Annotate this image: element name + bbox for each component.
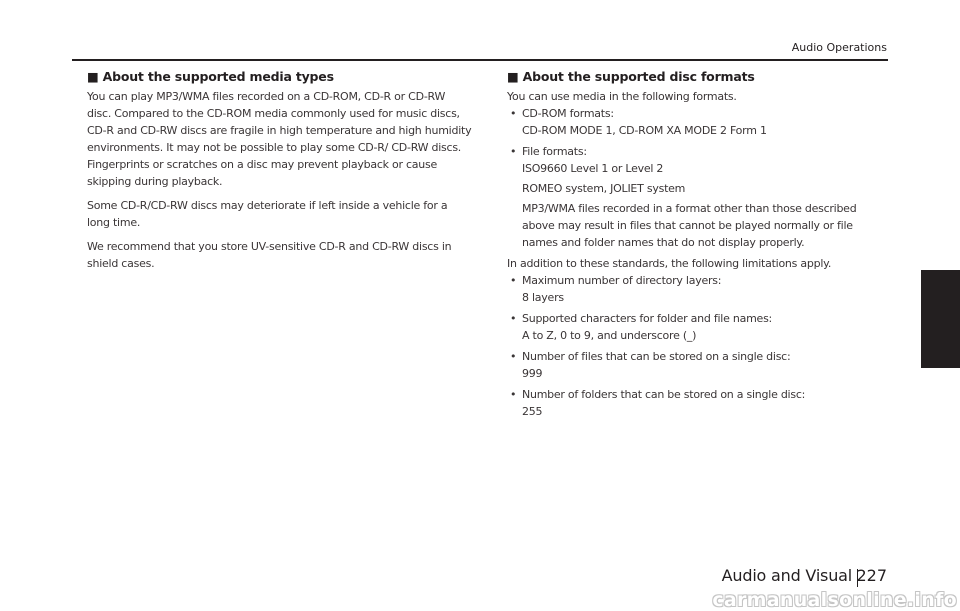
list-item-detail: CD-ROM MODE 1, CD-ROM XA MODE 2 Form 1 [522, 124, 767, 137]
bullet-icon: • [510, 312, 517, 325]
bullet-icon: • [510, 107, 517, 120]
footer-section-title: Audio and Visual [721, 566, 852, 585]
bullet-icon: • [510, 350, 517, 363]
list-item-label: CD-ROM formats: [522, 107, 614, 120]
list-item [507, 386, 887, 420]
list-item-detail: MP3/WMA files recorded in a format other than those described above may result in files that cannot be played normally or file names and folder names that do not display properly. [522, 202, 857, 249]
list-item [507, 143, 887, 251]
bullet-icon: • [510, 274, 517, 287]
disc-formats-heading [507, 66, 887, 88]
list-item [507, 348, 887, 382]
bullet-icon: • [510, 388, 517, 401]
list-item-label: File formats: [522, 145, 587, 158]
list-item [507, 105, 887, 139]
limitations-intro: In addition to these standards, the following limitations apply. [507, 257, 832, 270]
list-item [507, 272, 887, 306]
list-item-value: A to Z, 0 to 9, and underscore (_) [522, 329, 697, 342]
list-item-label: Maximum number of directory layers: [522, 274, 722, 287]
list-item-value: 8 layers [522, 291, 564, 304]
media-paragraph: We recommend that you store UV-sensitive CD-R and CD-RW discs in shield cases. [87, 240, 452, 270]
media-paragraph: You can play MP3/WMA files recorded on a CD-ROM, CD-R or CD-RW disc. Compared to the CD-ROM media commonly used for music discs, CD-R and CD-RW discs are fragile in high temperature and high humidity environments. It may not be possible to play some CD-R/ CD-RW discs. Fingerprints or scratches on a disc may prevent playback or cause skipping during playback. [87, 90, 472, 188]
chapter-side-tab [921, 270, 960, 368]
media-paragraph: Some CD-R/CD-RW discs may deteriorate if left inside a vehicle for a long time. [87, 199, 448, 229]
list-item-value: 999 [522, 367, 543, 380]
watermark: carmanualsonline.info [712, 589, 957, 611]
left-column [87, 66, 472, 279]
running-header: Audio Operations [791, 41, 887, 54]
header-rule [72, 59, 888, 61]
list-item-detail: ROMEO system, JOLIET system [522, 182, 686, 195]
media-types-heading [87, 66, 472, 88]
list-item-detail: ISO9660 Level 1 or Level 2 [522, 162, 664, 175]
right-column [507, 66, 887, 424]
list-item-label: Number of files that can be stored on a single disc: [522, 350, 791, 363]
list-item [507, 310, 887, 344]
heading-square-icon: ■ [507, 69, 519, 84]
list-item-label: Supported characters for folder and file names: [522, 312, 773, 325]
page-number: 227 [856, 566, 887, 585]
media-types-heading-text: About the supported media types [102, 69, 334, 84]
disc-formats-heading-text: About the supported disc formats [522, 69, 755, 84]
formats-intro: You can use media in the following formats. [507, 90, 737, 103]
list-item-label: Number of folders that can be stored on a single disc: [522, 388, 806, 401]
bullet-icon: • [510, 145, 517, 158]
heading-square-icon: ■ [87, 69, 99, 84]
list-item-value: 255 [522, 405, 543, 418]
